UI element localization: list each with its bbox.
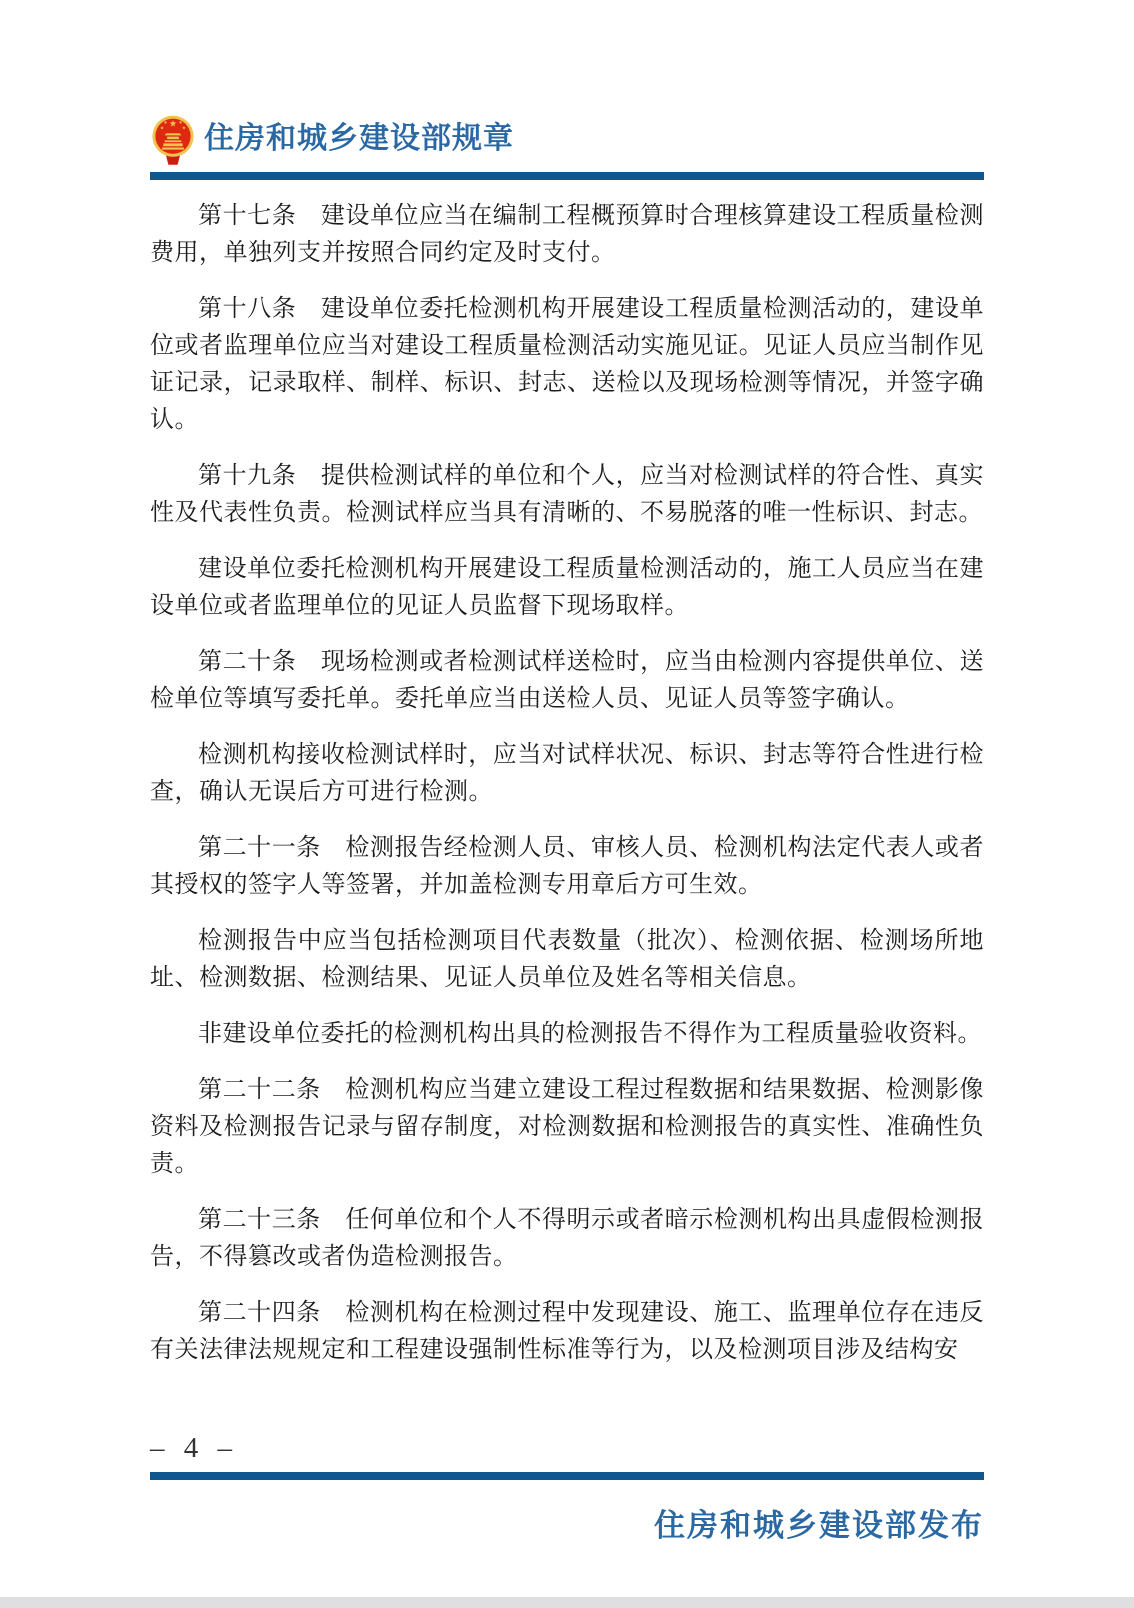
footer-divider <box>150 1472 984 1480</box>
page-title: 住房和城乡建设部规章 <box>204 122 514 155</box>
page-number: – 4 – <box>150 1432 238 1464</box>
document-paragraph: 第二十二条 检测机构应当建立建设工程过程数据和结果数据、检测影像资料及检测报告记录与留存制度，对检测数据和检测报告的真实性、准确性负责。 <box>150 1077 984 1177</box>
page-header <box>150 112 984 170</box>
header-divider <box>150 172 984 180</box>
document-paragraph: 检测机构接收检测试样时，应当对试样状况、标识、封志等符合性进行检查，确认无误后方可进行检测。 <box>150 742 984 805</box>
document-body <box>150 198 984 1388</box>
document-paragraph: 非建设单位委托的检测机构出具的检测报告不得作为工程质量验收资料。 <box>198 1021 982 1047</box>
document-paragraph: 第十七条 建设单位应当在编制工程概预算时合理核算建设工程质量检测费用，单独列支并按照合同约定及时支付。 <box>150 203 984 266</box>
document-paragraph: 建设单位委托检测机构开展建设工程质量检测活动的，施工人员应当在建设单位或者监理单位的见证人员监督下现场取样。 <box>150 556 984 619</box>
page-bottom-strip <box>0 1597 1134 1608</box>
document-paragraph: 第十八条 建设单位委托检测机构开展建设工程质量检测活动的，建设单位或者监理单位应当对建设工程质量检测活动实施见证。见证人员应当制作见证记录，记录取样、制样、标识、封志、送检以及现场检测等情况，并签字确认。 <box>150 296 984 433</box>
document-paragraph: 第二十条 现场检测或者检测试样送检时，应当由检测内容提供单位、送检单位等填写委托单。委托单应当由送检人员、见证人员等签字确认。 <box>150 649 984 712</box>
document-paragraph: 第十九条 提供检测试样的单位和个人，应当对检测试样的符合性、真实性及代表性负责。检测试样应当具有清晰的、不易脱落的唯一性标识、封志。 <box>150 463 984 526</box>
document-paragraph: 第二十一条 检测报告经检测人员、审核人员、检测机构法定代表人或者其授权的签字人等签署，并加盖检测专用章后方可生效。 <box>150 835 984 898</box>
document-paragraph: 检测报告中应当包括检测项目代表数量（批次）、检测依据、检测场所地址、检测数据、检测结果、见证人员单位及姓名等相关信息。 <box>150 928 984 991</box>
national-emblem-icon <box>152 114 194 166</box>
document-paragraph: 第二十四条 检测机构在检测过程中发现建设、施工、监理单位存在违反有关法律法规规定和工程建设强制性标准等行为，以及检测项目涉及结构安 <box>150 1300 984 1363</box>
document-paragraph: 第二十三条 任何单位和个人不得明示或者暗示检测机构出具虚假检测报告，不得篡改或者伪造检测报告。 <box>150 1207 984 1270</box>
publisher-label: 住房和城乡建设部发布 <box>654 1508 984 1543</box>
